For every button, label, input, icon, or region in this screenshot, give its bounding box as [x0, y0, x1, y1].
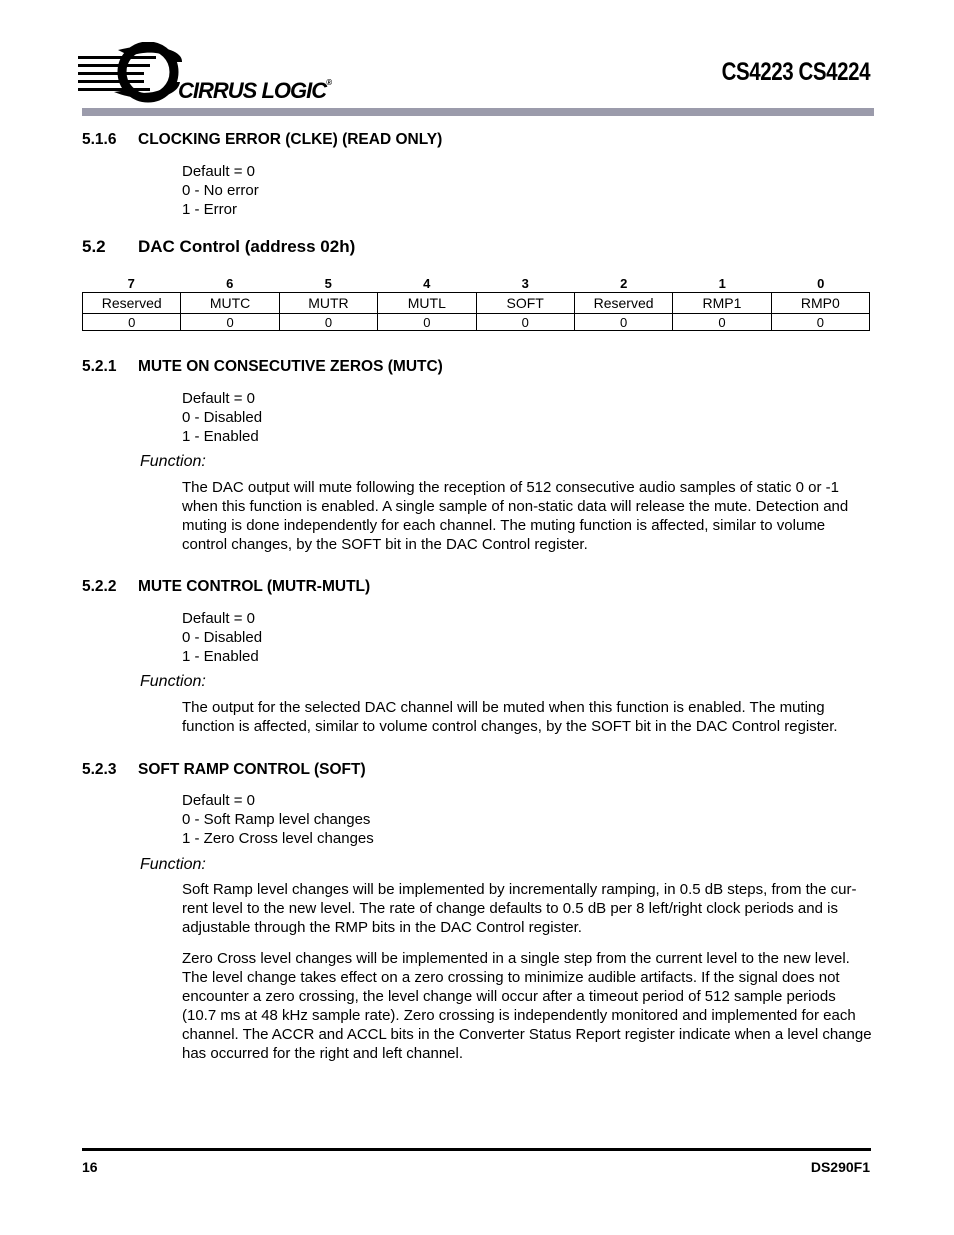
- section-number: 5.2.3: [82, 761, 117, 778]
- bit-name-row: [83, 293, 870, 314]
- default-line: Default = 0: [182, 390, 255, 407]
- bit-name-cell: MUTR: [279, 293, 377, 314]
- default-value-row: [83, 314, 870, 331]
- bit-number: 7: [127, 276, 135, 291]
- section-title: SOFT RAMP CONTROL (SOFT): [138, 761, 366, 778]
- function-label: Function:: [140, 453, 206, 470]
- bit-name-cell: MUTC: [181, 293, 279, 314]
- default-value-cell: 0: [83, 314, 181, 331]
- part-numbers: CS4223 CS4224: [721, 58, 870, 86]
- register-map: [82, 275, 870, 331]
- section-5-2-heading: [82, 237, 782, 259]
- section-5-2-3-values: [182, 791, 374, 848]
- header-rule: [82, 108, 874, 116]
- section-title: MUTE CONTROL (MUTR-MUTL): [138, 578, 371, 595]
- default-value-cell: 0: [771, 314, 869, 331]
- default-value-cell: 0: [181, 314, 279, 331]
- section-title: DAC Control (address 02h): [138, 237, 356, 256]
- default-line: Default = 0: [182, 792, 255, 809]
- value-line: 1 - Error: [182, 201, 238, 218]
- bit-number: 3: [521, 276, 529, 291]
- default-value-cell: 0: [574, 314, 672, 331]
- registered-mark: ®: [326, 78, 332, 87]
- bit-number: 2: [620, 276, 628, 291]
- section-title: MUTE ON CONSECUTIVE ZEROS (MUTC): [138, 358, 443, 375]
- default-value-cell: 0: [378, 314, 476, 331]
- value-line: 1 - Zero Cross level changes: [182, 830, 374, 847]
- default-line: Default = 0: [182, 610, 255, 627]
- function-label: Function:: [140, 856, 206, 873]
- section-5-1-6-heading: [82, 131, 782, 151]
- section-5-2-2-paragraph: The output for the selected DAC channel will be muted when this function is enabled. The muting function is affected, similar to volume control changes, by the SOFT bit in the DAC Control register.: [182, 699, 838, 735]
- default-line: Default = 0: [182, 163, 255, 180]
- section-title: CLOCKING ERROR (CLKE) (READ ONLY): [138, 131, 443, 148]
- section-5-2-3-heading: [82, 761, 782, 781]
- bit-number-row: [82, 275, 870, 292]
- bit-name-cell: SOFT: [476, 293, 574, 314]
- bit-name-cell: RMP0: [771, 293, 869, 314]
- document-number: DS290F1: [810, 1159, 870, 1175]
- value-line: 0 - No error: [182, 182, 259, 199]
- bit-name-cell: MUTL: [378, 293, 476, 314]
- bit-name-cell: Reserved: [574, 293, 672, 314]
- value-line: 0 - Disabled: [182, 409, 263, 426]
- section-5-2-1-paragraph: The DAC output will mute following the reception of 512 consecutive audio samples of static 0 or -1 when this function is enabled. A single sample of non-static data will release the mute. Detection and muting is done independently for each channel. The muting function is affected, similar to volume control changes, by the SOFT bit in the DAC Control register.: [182, 479, 849, 553]
- value-line: 1 - Enabled: [182, 648, 259, 665]
- section-number: 5.2: [82, 237, 106, 256]
- value-line: 0 - Disabled: [182, 629, 263, 646]
- default-value-cell: 0: [673, 314, 771, 331]
- value-line: 0 - Soft Ramp level changes: [182, 811, 371, 828]
- bit-number: 4: [423, 276, 431, 291]
- footer-rule: [82, 1148, 871, 1151]
- section-5-1-6-values: [182, 162, 259, 219]
- logo-text: CIRRUS LOGIC: [178, 78, 327, 103]
- section-5-2-3-paragraph-1: Soft Ramp level changes will be implemented by incrementally ramping, in 0.5 dB steps, from the cur-rent level to the new level. The rate of change defaults to 0.5 dB per 8 left/right clock periods and is adjustable through the RMP bits in the DAC Control register.: [182, 881, 857, 936]
- section-5-2-1-values: [182, 389, 262, 446]
- section-number: 5.2.2: [82, 578, 117, 595]
- section-5-2-2-heading: [82, 578, 782, 598]
- section-5-2-1-heading: [82, 358, 782, 378]
- default-value-cell: 0: [279, 314, 377, 331]
- section-5-2-2-values: [182, 609, 262, 666]
- value-line: 1 - Enabled: [182, 428, 259, 445]
- page-number: 16: [82, 1159, 98, 1175]
- bit-number: 5: [324, 276, 332, 291]
- bit-number: 6: [226, 276, 234, 291]
- function-label: Function:: [140, 673, 206, 690]
- bit-number: 0: [817, 276, 825, 291]
- section-number: 5.2.1: [82, 358, 117, 375]
- default-value-cell: 0: [476, 314, 574, 331]
- bit-name-cell: Reserved: [83, 293, 181, 314]
- bit-number: 1: [718, 276, 726, 291]
- section-5-2-3-paragraph-2: Zero Cross level changes will be implemented in a single step from the current level to the new level. The level change takes effect on a zero crossing to minimize audible artifacts. If the signal does not encounter a zero crossing, the level change will occur after a timeout period of 512 sample periods (10.7 ms at 48 kHz sample rate). Zero crossing is independently monitored and implemented for each channel. The ACCR and ACCL bits in the Converter Status Report register indicate when a level change has occurred for the right and left channel.: [182, 950, 872, 1062]
- section-number: 5.1.6: [82, 131, 117, 148]
- bit-name-cell: RMP1: [673, 293, 771, 314]
- cirrus-logic-logo: [78, 42, 358, 104]
- register-table: [82, 292, 870, 331]
